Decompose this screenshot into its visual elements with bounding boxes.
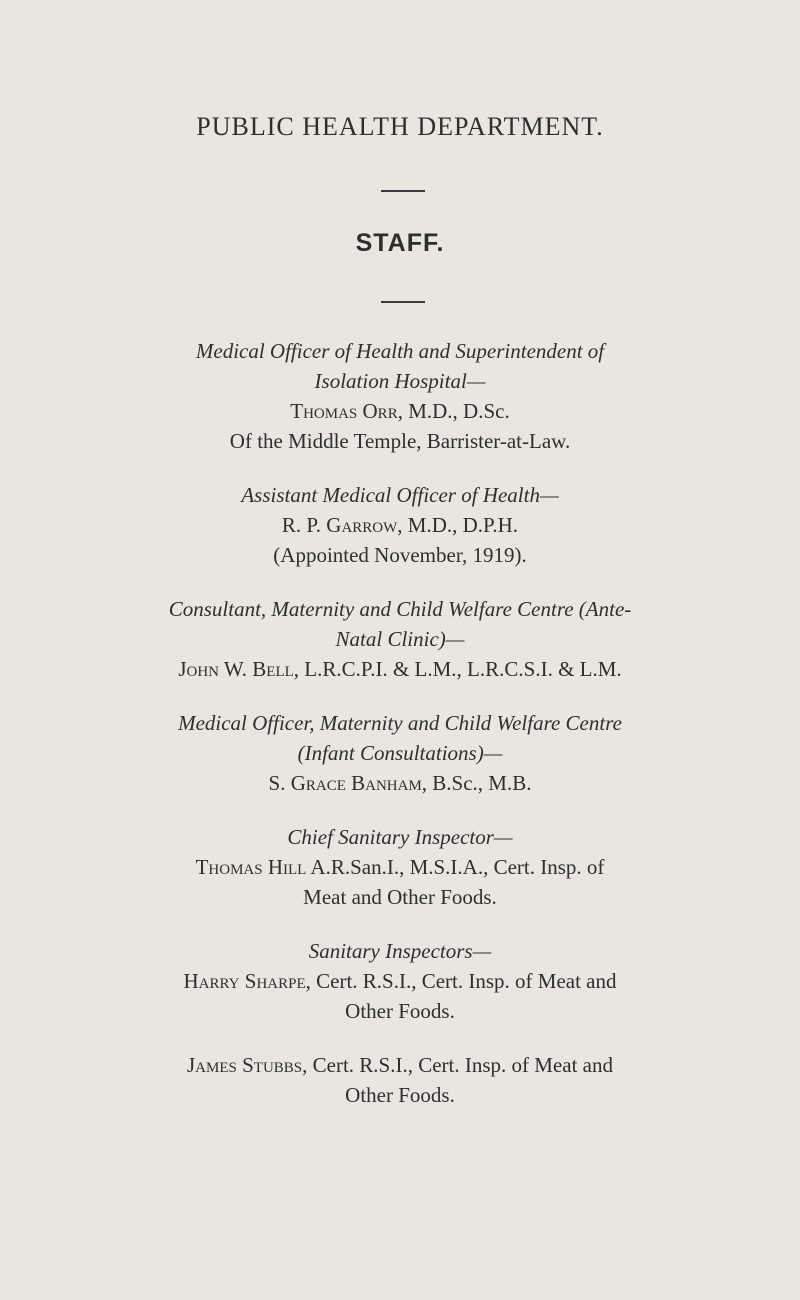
staff-entry-infant-officer: [90, 708, 710, 798]
staff-detail-line: Meat and Other Foods.: [303, 885, 497, 909]
staff-detail-line: Other Foods.: [345, 999, 455, 1023]
staff-name-line: S. Grace Banham, B.Sc., M.B.: [268, 771, 532, 795]
staff-detail-line: (Appointed November, 1919).: [273, 543, 527, 567]
staff-entry-sanitary-inspector-2: [90, 1050, 710, 1110]
divider-top: [381, 190, 425, 192]
divider-bottom: [381, 301, 425, 303]
staff-name-line: R. P. Garrow, M.D., D.P.H.: [281, 513, 519, 537]
role-title: Medical Officer of Health and Superintendent of Isolation Hospital—: [195, 339, 605, 393]
role-title: Medical Officer, Maternity and Child Welfare Centre (Infant Consultations)—: [178, 711, 622, 765]
staff-name-line: Thomas Hill A.R.San.I., M.S.I.A., Cert. Insp. of: [195, 855, 605, 879]
staff-name-line: John W. Bell, L.R.C.P.I. & L.M., L.R.C.S.I. & L.M.: [178, 657, 622, 681]
staff-list: [90, 336, 710, 1134]
staff-heading: STAFF.: [355, 229, 445, 257]
staff-entry-moh: [90, 336, 710, 456]
staff-name-line: Harry Sharpe, Cert. R.S.I., Cert. Insp. of Meat and: [183, 969, 617, 993]
role-title: Consultant, Maternity and Child Welfare Centre (Ante- Natal Clinic)—: [168, 597, 632, 651]
role-title: Assistant Medical Officer of Health—: [241, 483, 559, 507]
staff-entry-consultant: [90, 594, 710, 684]
staff-name-line: James Stubbs, Cert. R.S.I., Cert. Insp. of Meat and: [187, 1053, 613, 1077]
staff-detail-line: Of the Middle Temple, Barrister-at-Law.: [229, 429, 571, 453]
staff-detail-line: Other Foods.: [345, 1083, 455, 1107]
staff-name-line: Thomas Orr, M.D., D.Sc.: [290, 399, 510, 423]
staff-entry-sanitary-inspector-1: [90, 936, 710, 1026]
staff-entry-chief-inspector: [90, 822, 710, 912]
role-title: Chief Sanitary Inspector—: [287, 825, 513, 849]
role-title: Sanitary Inspectors—: [308, 939, 492, 963]
staff-entry-assistant-moh: [90, 480, 710, 570]
department-title: PUBLIC HEALTH DEPARTMENT.: [196, 112, 604, 141]
